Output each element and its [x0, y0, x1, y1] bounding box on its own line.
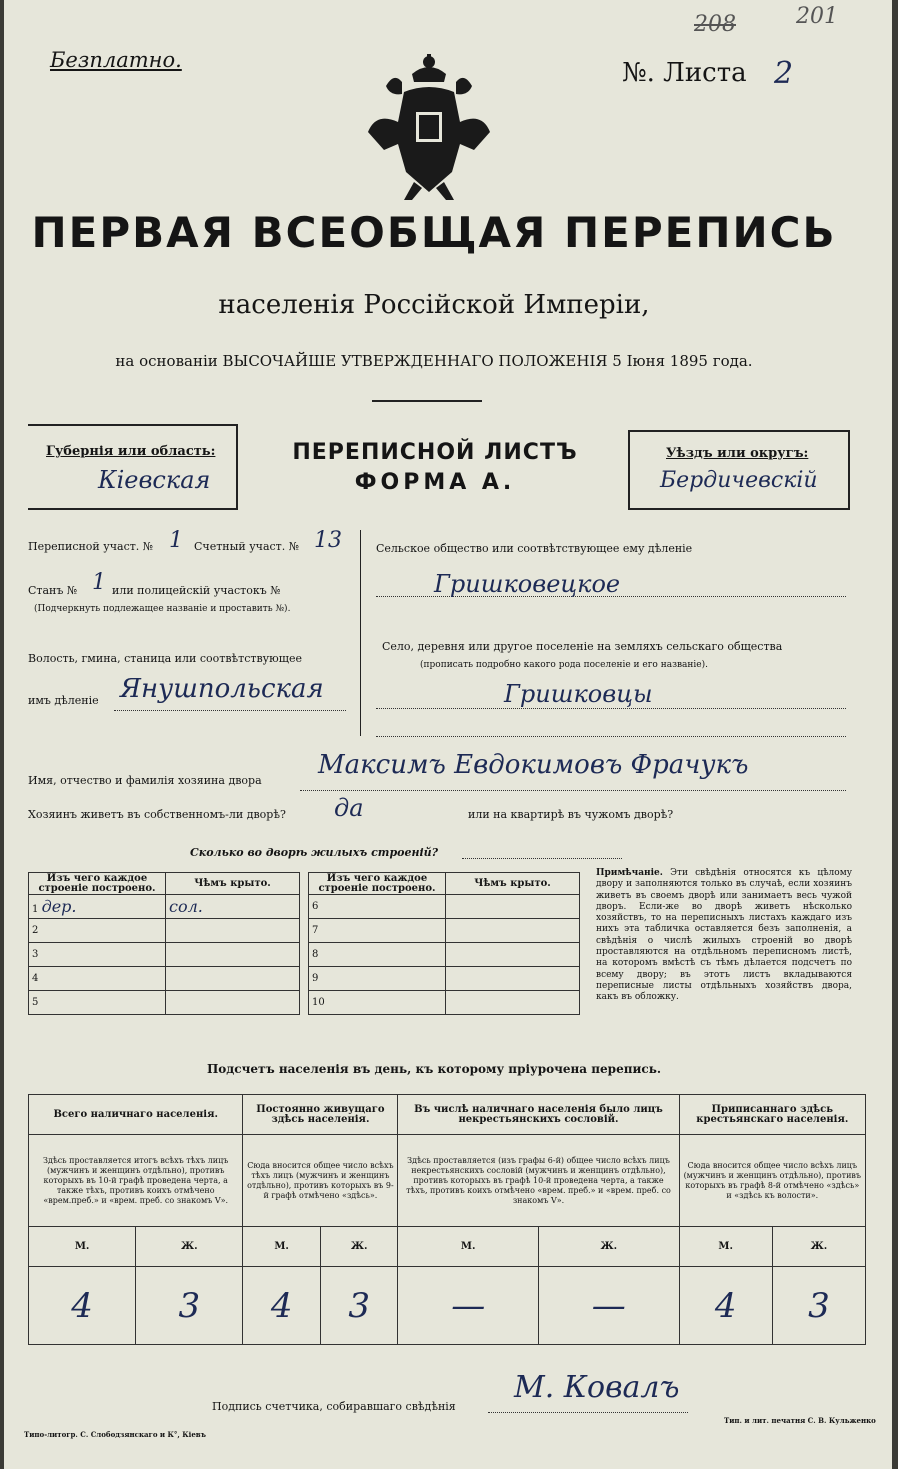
table-row [29, 943, 300, 967]
row-number: 1 [32, 904, 39, 915]
society-value: Гришковецкое [434, 570, 621, 598]
tally-noncrestian-m: — [398, 1267, 539, 1345]
volost-label: Волость, гмина, станица или соотвѣтствующее [28, 652, 302, 665]
census-district-value: 1 [169, 528, 183, 553]
printer-left: Типо-литогр. С. Слободзянскаго и К°, Кіевъ [24, 1430, 207, 1439]
f-label: Ж. [320, 1227, 398, 1267]
village-line [376, 708, 846, 709]
note-text: Эти свѣдѣнія относятся къ цѣлому двору и заполняются только въ случаѣ, если хозяинъ живетъ въ своемъ дворѣ или занимаетъ весь чужой дворъ. Если-же во дворѣ живетъ нѣсколько хозяйствъ, то на переписныхъ листахъ каждаго изъ нихъ эта табличка оставляется безъ заполненія, а свѣдѣнія о числѣ жилыхъ строеній во дворѣ проставляются на отдѣльномъ переписномъ листѣ, на которомъ вмѣстѣ съ тѣмъ дѣлается подсчетъ по всему двору; въ этотъ листъ вкладываются переписные листы отдѣльныхъ хозяйствъ двора, какъ въ обложку. [596, 868, 852, 1003]
archive-number-struck: 208 [694, 12, 736, 37]
m-label: М. [398, 1227, 539, 1267]
row-number: 8 [309, 943, 446, 967]
tally-head-registered: Приписаннаго здѣсь крестьянскаго населенія. [679, 1095, 865, 1135]
tally-title: Подсчетъ населенія въ день, къ которому пріурочена перепись. [206, 1062, 662, 1076]
f-label: Ж. [772, 1227, 865, 1267]
count-district-value: 13 [314, 528, 342, 553]
table-row [29, 991, 300, 1015]
form-subtitle: населенія Россійской Имперіи, [218, 290, 650, 320]
row-number: 10 [309, 991, 446, 1015]
owner-line [300, 790, 846, 791]
tally-desc-noncrestian: Здѣсь проставляется (изъ графы 6-й) общее число всѣхъ лицъ некрестьянскихъ сословій (мужчинъ и женщинъ отдѣльно), противъ которыхъ въ графѣ 10-й проведена черта, а также тѣхъ, противъ коихъ отмѣчено «врем. преб.» и «врем. преб. со знакомъ V». [398, 1135, 679, 1227]
m-label: М. [243, 1227, 321, 1267]
province-box [28, 424, 238, 510]
tally-head-total: Всего наличнаго населенія. [29, 1095, 243, 1135]
table-row [29, 895, 300, 919]
village-label: Село, деревня или другое поселеніе на земляхъ сельскаго общества [382, 640, 783, 653]
archive-number: 201 [796, 4, 838, 29]
printer-right: Тип. и лит. печатня С. В. Кульженко [724, 1416, 876, 1425]
province-label: Губернія или область: [46, 444, 216, 459]
form-title: ПЕРВАЯ ВСЕОБЩАЯ ПЕРЕПИСЬ [31, 208, 837, 257]
stan-label: Станъ № [28, 584, 78, 597]
owner-label: Имя, отчество и фамилія хозяина двора [28, 774, 262, 787]
census-form-page [4, 0, 892, 1469]
own-yard-label: Хозяинъ живетъ въ собственномъ-ли дворѣ? [28, 808, 286, 821]
district-label: Уѣздъ или округъ: [666, 446, 809, 461]
buildings-label: Сколько во дворѣ жилыхъ строеній? [190, 846, 439, 859]
tally-total-m: 4 [29, 1267, 136, 1345]
table-row [309, 967, 580, 991]
buildings-table-right [308, 872, 580, 1015]
signature-line [488, 1412, 688, 1413]
m-label: М. [29, 1227, 136, 1267]
society-label: Сельское общество или соотвѣтствующее ему дѣленіе [376, 542, 693, 555]
tally-registered-m: 4 [679, 1267, 772, 1345]
tally-permanent-f: 3 [320, 1267, 398, 1345]
volost-line [114, 710, 346, 711]
table-row [29, 967, 300, 991]
free-label: Безплатно. [50, 48, 182, 72]
tally-desc-permanent: Сюда вносится общее число всѣхъ тѣхъ лицъ (мужчинъ и женщинъ отдѣльно), противъ которыхъ въ 9-й графѣ отмѣчено «здѣсь». [243, 1135, 398, 1227]
row-number: 3 [29, 943, 166, 967]
buildings-col-material-2: Изъ чего каждое строеніе построено. [309, 873, 446, 895]
sheet-number: 2 [774, 56, 794, 91]
table-row [309, 895, 580, 919]
row-number: 6 [309, 895, 446, 919]
tally-desc-registered: Сюда вносится общее число всѣхъ лицъ (мужчинъ и женщинъ отдѣльно), противъ которыхъ въ графѣ 8-й отмѣчено «здѣсь» и «здѣсь къ волости». [679, 1135, 865, 1227]
buildings-col-material: Изъ чего каждое строеніе построено. [29, 873, 166, 895]
table-row [309, 943, 580, 967]
buildings-line [462, 858, 622, 859]
row-number: 7 [309, 919, 446, 943]
row-number: 9 [309, 967, 446, 991]
row-number: 4 [29, 967, 166, 991]
police-label: или полицейскій участокъ № [112, 584, 281, 597]
sheet-label: №. Листа [622, 58, 747, 88]
owner-value: Максимъ Евдокимовъ Фрачукъ [318, 750, 749, 780]
tally-registered-f: 3 [772, 1267, 865, 1345]
form-type: ФОРМА А. [354, 470, 516, 495]
column-divider [360, 530, 361, 736]
f-label: Ж. [136, 1227, 243, 1267]
f-label: Ж. [538, 1227, 679, 1267]
form-name: ПЕРЕПИСНОЙ ЛИСТЪ [292, 440, 578, 465]
tally-head-permanent: Постоянно живущаго здѣсь населенія. [243, 1095, 398, 1135]
province-value: Кіевская [98, 466, 211, 494]
row-roof: сол. [166, 895, 300, 919]
row-number: 5 [29, 991, 166, 1015]
village-line-2 [376, 736, 846, 737]
row-number: 2 [29, 919, 166, 943]
district-value: Бердичевскій [660, 468, 818, 493]
signature-label: Подпись счетчика, собиравшаго свѣдѣнія [212, 1400, 456, 1413]
stan-value: 1 [92, 570, 106, 595]
volost-value: Янушпольская [120, 674, 324, 704]
rented-label: или на квартирѣ въ чужомъ дворѣ? [468, 808, 674, 821]
table-row [309, 919, 580, 943]
m-label: М. [679, 1227, 772, 1267]
double-headed-eagle-icon [364, 52, 494, 202]
census-district-label: Переписной участ. № [28, 540, 154, 553]
signature-value: М. Ковалъ [514, 1370, 680, 1405]
village-value: Гришковцы [504, 680, 653, 708]
tally-table [28, 1094, 866, 1345]
tally-permanent-m: 4 [243, 1267, 321, 1345]
row-material: дер. [41, 897, 77, 916]
volost-label-2: имъ дѣленіе [28, 694, 99, 707]
tally-head-noncrestian: Въ числѣ наличнаго населенія было лицъ некрестьянскихъ сословій. [398, 1095, 679, 1135]
buildings-col-roof-2: Чѣмъ крыто. [446, 873, 580, 895]
table-row [29, 919, 300, 943]
table-row [309, 991, 580, 1015]
note-title: Примѣчаніе. [596, 868, 663, 878]
buildings-note [596, 868, 852, 1004]
tally-desc-total: Здѣсь проставляется итогъ всѣхъ тѣхъ лицъ (мужчинъ и женщинъ отдѣльно), противъ которыхъ въ 10-й графѣ проведена черта, а также тѣхъ, противъ коихъ отмѣчено «врем.преб.» и «врем. преб. со знакомъ V». [29, 1135, 243, 1227]
village-note: (прописать подробно какого рода поселеніе и его названіе). [420, 660, 708, 670]
form-basis: на основаніи ВЫСОЧАЙШЕ УТВЕРЖДЕННАГО ПОЛОЖЕНІЯ 5 Іюня 1895 года. [115, 352, 753, 370]
own-yard-value: да [334, 794, 364, 822]
tally-total-f: 3 [136, 1267, 243, 1345]
tally-noncrestian-f: — [538, 1267, 679, 1345]
buildings-table-left [28, 872, 300, 1015]
count-district-label: Счетный участ. № [194, 540, 300, 553]
buildings-col-roof: Чѣмъ крыто. [166, 873, 300, 895]
district-box [628, 430, 850, 510]
ornament-divider [372, 400, 482, 402]
underline-note: (Подчеркнуть подлежащее названіе и проставить №). [34, 604, 291, 614]
